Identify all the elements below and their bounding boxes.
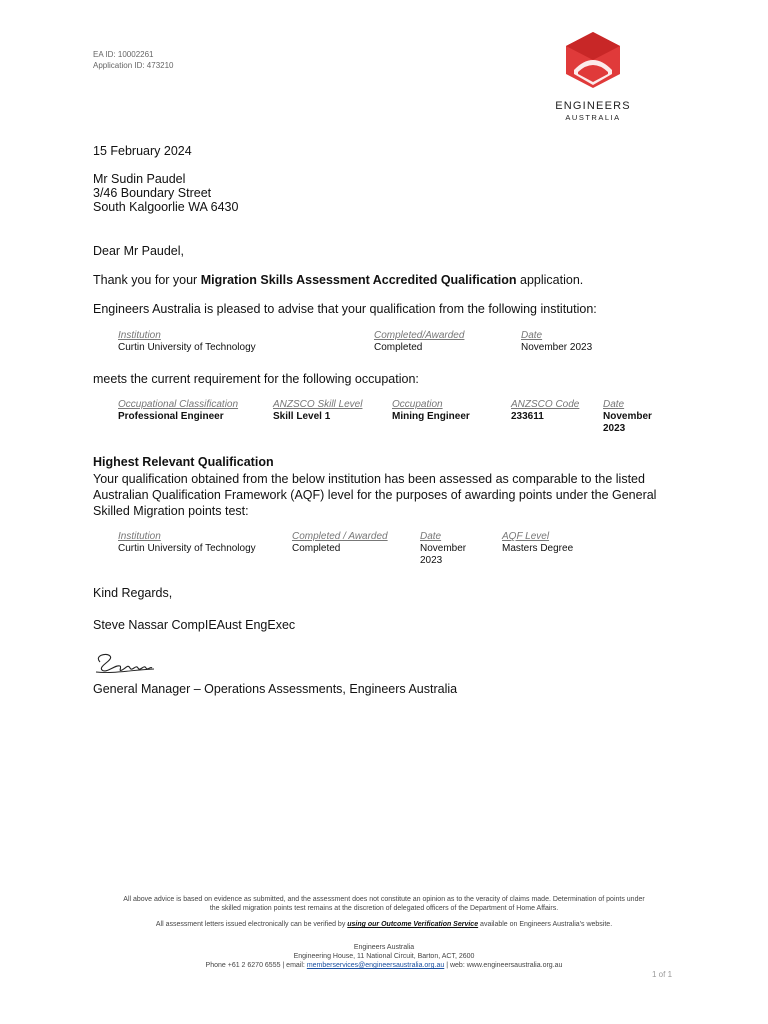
occ-class-header: Occupational Classification [118, 399, 239, 410]
footer-phone: Phone +61 2 6270 6555 | email: [205, 962, 307, 969]
verify-link[interactable]: using our Outcome Verification Service [347, 921, 479, 928]
disclaimer-line2: the skilled migration points test remains at the discretion of delegated officers of the Department of Home Affairs. [209, 905, 559, 912]
recipient-city: South Kalgoorlie WA 6430 [93, 200, 239, 214]
occ-class-value: Professional Engineer [118, 411, 224, 422]
signature-image [92, 650, 162, 680]
verify-prefix: All assessment letters issued electronically can be verified by [155, 921, 348, 928]
institution-header: Institution [118, 330, 161, 341]
disclaimer-line1: All above advice is based on evidence as submitted, and the assessment does not constitute an opinion as to the veracity of claims made. Determination of points under [123, 896, 645, 903]
logo-text-australia: AUSTRALIA [565, 113, 621, 122]
hexagon-logo-icon [548, 30, 638, 90]
aqf-date-year: 2023 [420, 555, 443, 566]
occ-date-month: November [603, 411, 652, 422]
page-number: 1 of 1 [652, 970, 673, 979]
aqf-level-header: AQF Level [502, 531, 550, 542]
recipient-street: 3/46 Boundary Street [93, 186, 212, 200]
intro-bold: Migration Skills Assessment Accredited Qualification [200, 273, 517, 287]
aqf-completed-value: Completed [292, 543, 341, 554]
signatory-title: General Manager – Operations Assessments, Engineers Australia [93, 682, 458, 696]
completed-value: Completed [374, 342, 423, 353]
intro-prefix: Thank you for your [93, 273, 201, 287]
completed-header: Completed/Awarded [374, 330, 465, 341]
occupation-value: Mining Engineer [392, 411, 470, 422]
aqf-date-month: November [420, 543, 467, 554]
application-id: Application ID: 473210 [93, 61, 174, 70]
meets-paragraph: meets the current requirement for the following occupation: [93, 372, 419, 386]
engineers-australia-logo [548, 30, 638, 125]
signatory-name: Steve Nassar CompIEAust EngExec [93, 618, 296, 632]
verify-line [0, 920, 768, 929]
footer-org: Engineers Australia [353, 944, 415, 951]
verify-suffix: available on Engineers Australia's website. [478, 921, 613, 928]
institution-value: Curtin University of Technology [118, 342, 256, 353]
footer-contact [0, 961, 768, 970]
skill-level-value: Skill Level 1 [273, 411, 331, 422]
signature-icon [92, 650, 162, 680]
closing: Kind Regards, [93, 586, 173, 600]
footer-email-link[interactable]: memberservices@engineersaustralia.org.au [306, 962, 445, 969]
anzsco-code-value: 233611 [511, 411, 544, 422]
intro-paragraph [93, 273, 583, 288]
anzsco-code-header: ANZSCO Code [511, 399, 580, 410]
occ-date-header: Date [603, 399, 625, 410]
hrq-title: Highest Relevant Qualification [93, 455, 274, 469]
aqf-date-header: Date [420, 531, 442, 542]
aqf-institution-header: Institution [118, 531, 161, 542]
recipient-name: Mr Sudin Paudel [93, 172, 186, 186]
letter-date: 15 February 2024 [93, 144, 192, 158]
hrq-line1: Your qualification obtained from the below institution has been assessed as comparable to the listed [93, 472, 645, 486]
aqf-institution-value: Curtin University of Technology [118, 543, 256, 554]
date-value: November 2023 [521, 342, 593, 353]
occupation-header: Occupation [392, 399, 443, 410]
date-header: Date [521, 330, 543, 341]
salutation: Dear Mr Paudel, [93, 244, 185, 258]
footer-address: Engineering House, 11 National Circuit, Barton, ACT, 2600 [293, 953, 475, 960]
hrq-line2: Australian Qualification Framework (AQF) level for the purposes of awarding points under the General [93, 488, 657, 502]
aqf-level-value: Masters Degree [502, 543, 574, 554]
advise-paragraph: Engineers Australia is pleased to advise that your qualification from the following institution: [93, 302, 597, 316]
ea-id: EA ID: 10002261 [93, 50, 154, 59]
aqf-completed-header: Completed / Awarded [292, 531, 388, 542]
footer-web: | web: www.engineersaustralia.org.au [444, 962, 563, 969]
hrq-line3: Skilled Migration points test: [93, 504, 249, 518]
skill-level-header: ANZSCO Skill Level [273, 399, 363, 410]
logo-text-engineers: ENGINEERS [555, 100, 631, 112]
intro-suffix: application. [516, 273, 584, 287]
occ-date-year: 2023 [603, 423, 626, 434]
